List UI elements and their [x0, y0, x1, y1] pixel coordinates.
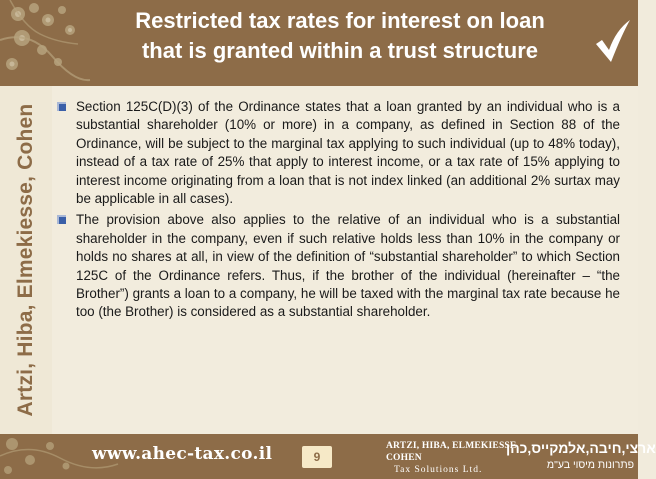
hebrew-firm-name: ארצי,חיבה,אלמקייס,כהן: [506, 440, 656, 456]
bullet-text: The provision above also applies to the relative of an individual who is a substantial shareholder in the company, even if such relative holds less than 10% in the company or holds no shares at all, in view of the definition of “substantial shareholder” to which Section 125C of the Ordinance refers. Thus, if the brother of the individual (hereinafter – “the Brother”) grants a loan to a company, he will be taxed with the marginal tax rate because he too (the Brother) is considered as a substantial shareholder.: [76, 212, 620, 320]
firm-subtitle: Tax Solutions Ltd.: [394, 465, 483, 475]
website-link[interactable]: www.ahec-tax.co.il: [92, 444, 273, 464]
hebrew-firm-subtitle: פתרונות מיסוי בע"מ: [546, 459, 634, 471]
checkmark-icon: [592, 16, 632, 66]
bullet-square-icon: [57, 102, 66, 111]
bullet-text: Section 125C(D)(3) of the Ordinance states that a loan granted by an individual who is a substantial shareholder (10% or more) in a company, as defined in Section 88 of the Ordinance, will be subject to the marginal tax applying to such individual (up to 48% today), instead of a tax rate of 25% that apply to interest income, or a tax rate of 15% applying to interest income originating from a loan that is not index linked (an additional 2% surtax may be applicable in all cases).: [76, 99, 620, 207]
hebrew-firm-logo: [506, 440, 656, 474]
firm-name: ARTZI, HIBA, ELMEKIESSE, COHEN: [386, 441, 520, 463]
page-title: [100, 6, 580, 66]
title-line-2: that is granted within a trust structure: [141, 38, 539, 63]
content-area: [54, 98, 620, 325]
page-number: 9: [302, 446, 332, 468]
title-line-1: Restricted tax rates for interest on loan: [135, 8, 545, 33]
floral-decoration-icon: [0, 0, 100, 86]
sidebar-firm-name: Artzi, Hiba, Elmekiesse, Cohen: [14, 103, 37, 417]
list-item: [54, 98, 620, 208]
bullet-square-icon: [57, 215, 66, 224]
list-item: [54, 211, 620, 321]
